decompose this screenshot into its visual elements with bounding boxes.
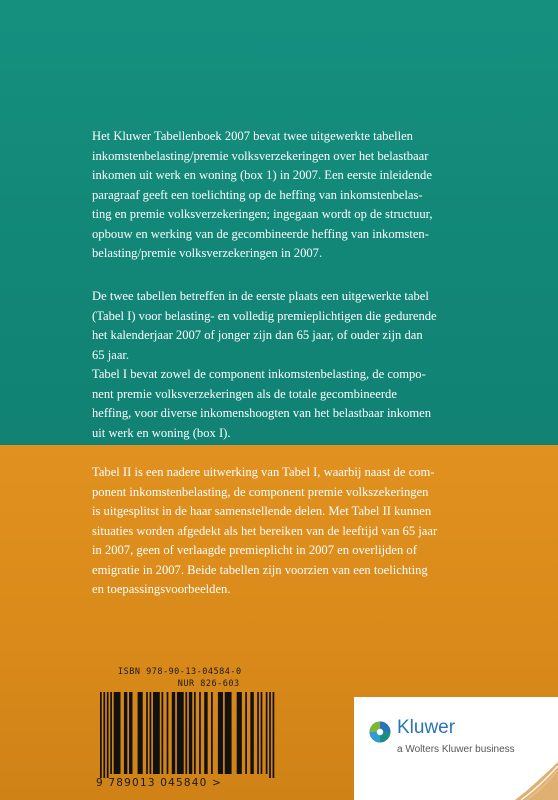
barcode-bar <box>266 692 268 774</box>
barcode-bar <box>211 692 213 774</box>
barcode-bar <box>153 692 160 774</box>
text-line: 65 jaar. <box>92 347 130 362</box>
barcode-bar <box>124 692 127 774</box>
barcode <box>96 690 280 778</box>
barcode-graphic <box>96 690 280 778</box>
barcode-bar <box>237 692 242 774</box>
barcode-bar <box>103 692 105 778</box>
barcode-bar <box>250 692 253 774</box>
barcode-bar <box>162 692 164 774</box>
text-line: Het Kluwer Tabellenboek 2007 bevat twee uitgewerkte tabellen <box>92 129 413 143</box>
text-line: Tabel II is een nadere uitwerking van Tabel I, waarbij naast de com- <box>92 465 435 479</box>
isbn-block <box>118 666 242 690</box>
barcode-bar <box>189 692 192 774</box>
barcode-bar <box>110 692 112 774</box>
text-line: (Tabel I) voor belasting- en volledig premieplichtigen die gedurende <box>92 308 437 323</box>
publisher-name: Kluwer <box>397 717 456 738</box>
barcode-bar <box>261 692 263 774</box>
text-line: inkomstenbelasting/premie volksverzekeringen over het belastbaar <box>92 148 429 163</box>
text-line: het kalenderjaar 2007 of jonger zijn dan 65 jaar, of ouder zijn dan <box>92 328 423 342</box>
page-corner-curl <box>505 760 558 800</box>
text-line: is uitgesplitst in de haar samenstellende delen. Met Tabel II kunnen <box>92 504 432 518</box>
barcode-bar <box>204 692 207 774</box>
text-line: paragraaf geeft een toelichting op de heffing van inkomstenbelas- <box>92 187 423 202</box>
barcode-bar <box>100 692 102 778</box>
text-line: belasting/premie volksverzekeringen in 2007. <box>92 246 323 260</box>
text-line: uit werk en woning (box I). <box>92 425 231 440</box>
barcode-bar <box>185 692 187 774</box>
barcode-bar <box>167 692 169 774</box>
barcode-bar <box>107 692 109 778</box>
barcode-bar <box>257 692 259 774</box>
barcode-bar <box>218 692 223 774</box>
text-line: ting en premie volksverzekeringen; ingegaan wordt op de structuur, <box>92 207 433 221</box>
barcode-bar <box>172 692 175 774</box>
barcode-bar <box>245 692 247 774</box>
text-line: ponent inkomstenbelasting, de component premie volkszekeringen <box>92 484 429 499</box>
text-line: emigratie in 2007. Beide tabellen zijn voorzien van een toelichting <box>92 562 428 577</box>
text-line: De twee tabellen betreffen in de eerste plaats een uitgewerkte tabel <box>92 289 429 303</box>
barcode-bar <box>225 692 232 774</box>
nur-text: NUR 826-603 <box>177 679 240 689</box>
text-line: situaties worden afgedekt als het bereiken van de leeftijd van 65 jaar <box>92 523 438 538</box>
barcode-bar <box>199 692 201 774</box>
barcode-bar <box>114 692 121 774</box>
barcode-bar <box>177 692 184 774</box>
text-line: nent premie volksverzekeringen als de totale gecombineerde <box>92 386 397 401</box>
text-line: inkomen uit werk en woning (box 1) in 2007. Een eerste inleidende <box>92 168 432 182</box>
barcode-bar <box>150 692 152 774</box>
text-line: Tabel I bevat zowel de component inkomstenbelasting, de compo- <box>92 367 426 381</box>
description-paragraph-3 <box>92 463 512 600</box>
kluwer-logo-icon <box>369 721 391 743</box>
isbn-text: ISBN 978-90-13-04584-0 <box>118 667 242 677</box>
barcode-bar <box>273 692 275 778</box>
description-paragraph-1 <box>92 127 512 264</box>
text-line: heffing, voor diverse inkomenshoogten van het belastbaar inkomen <box>92 406 432 420</box>
barcode-bar <box>138 692 143 774</box>
barcode-bar <box>194 692 196 774</box>
text-line: in 2007, geen of verlaagde premieplicht in 2007 en overlijden of <box>92 543 417 557</box>
description-paragraph-2 <box>92 287 512 443</box>
text-line: en toepassingsvoorbeelden. <box>92 582 231 596</box>
barcode-bar <box>146 692 148 774</box>
barcode-digits: 9 789013 045840 > <box>96 777 223 789</box>
barcode-bar <box>269 692 271 778</box>
publisher-tagline: a Wolters Kluwer business <box>397 744 515 755</box>
text-line: opbouw en werking van de gecombineerde heffing van inkomsten- <box>92 226 429 241</box>
barcode-bar <box>129 692 132 774</box>
